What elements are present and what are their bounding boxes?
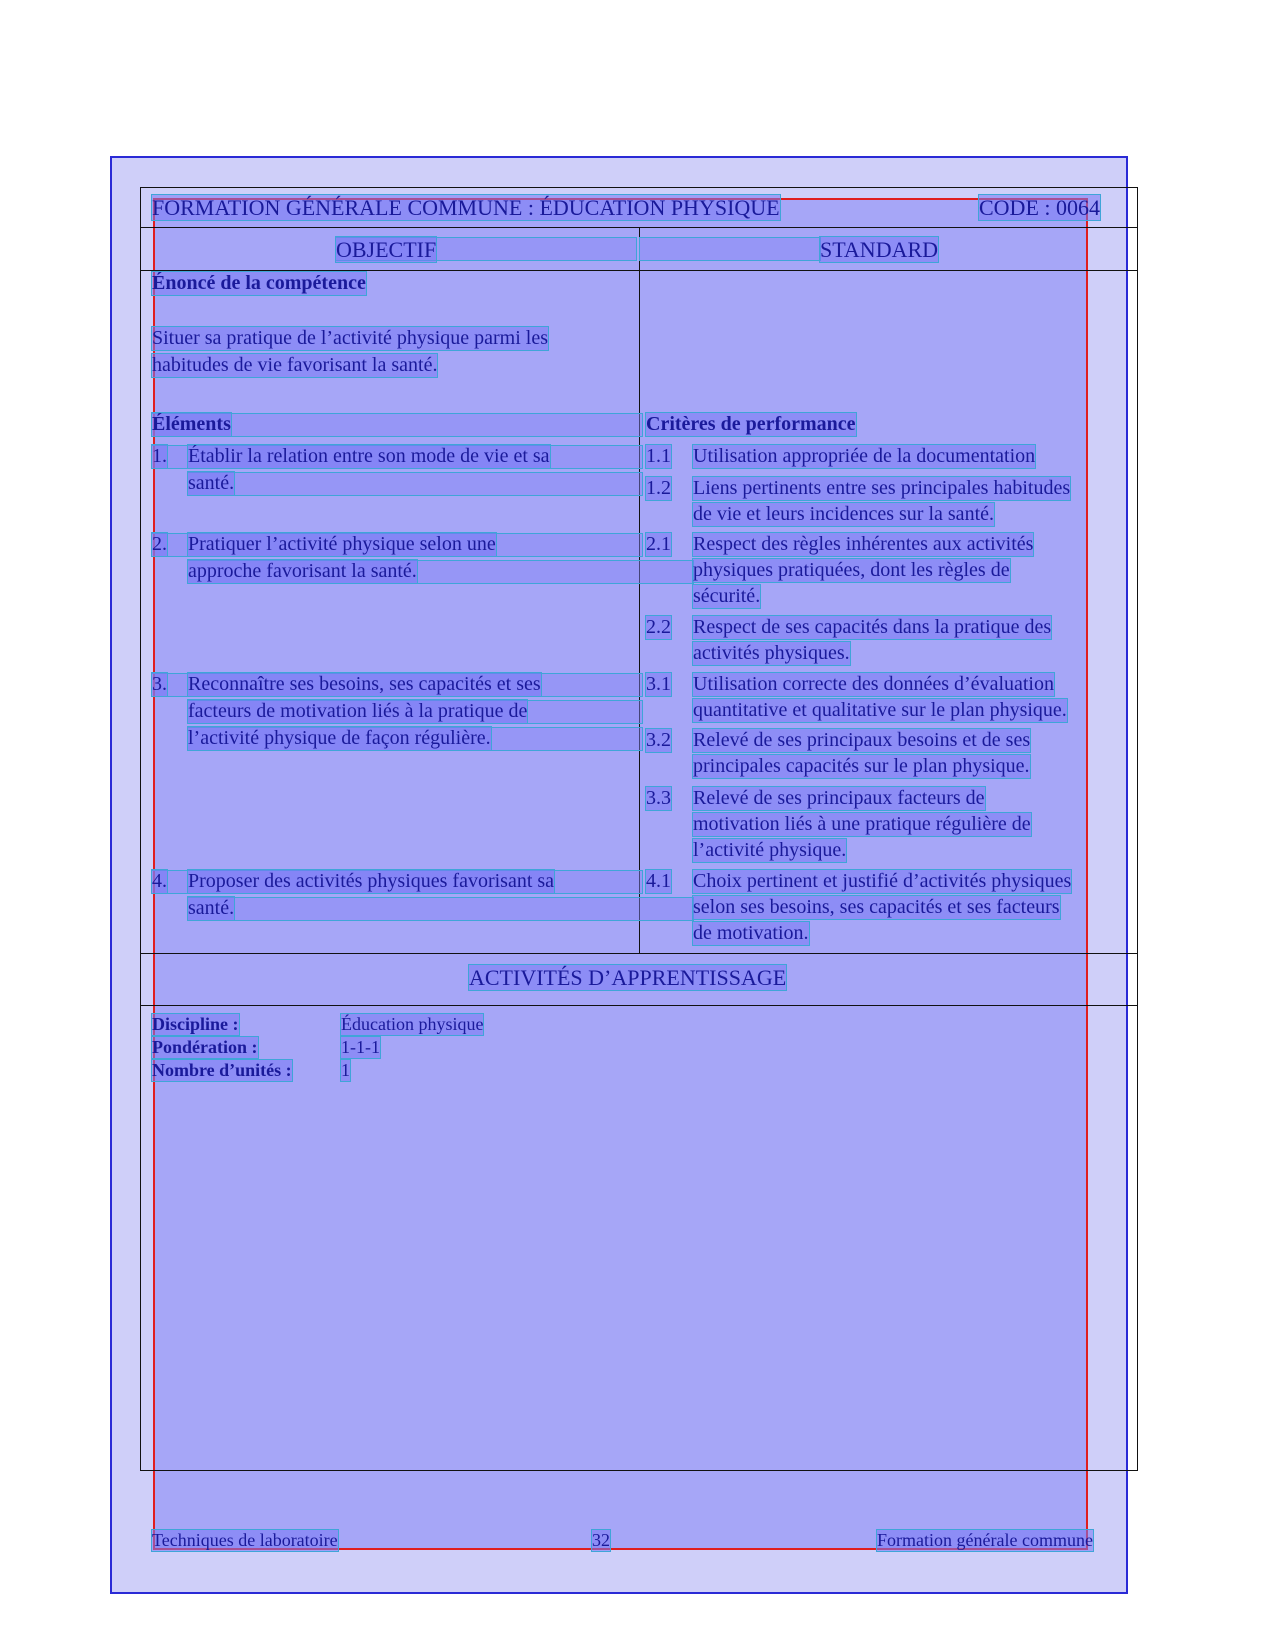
criterion-text: Respect de ses capacités dans la pratique des xyxy=(693,616,1052,638)
divider xyxy=(140,1005,1138,1006)
criterion-number: 2.1 xyxy=(646,533,671,555)
discipline-value: Éducation physique xyxy=(341,1014,484,1034)
page-number: 32 xyxy=(592,1530,610,1550)
criterion-text: Choix pertinent et justifié d’activités physiques xyxy=(693,870,1072,892)
criterion-number: 1.2 xyxy=(646,477,671,499)
divider xyxy=(140,953,1138,954)
criterion-text: Liens pertinents entre ses principales habitudes xyxy=(693,477,1071,499)
criterion-text: sécurité. xyxy=(693,585,761,607)
element-text: santé. xyxy=(188,472,235,494)
elements-heading: Éléments xyxy=(152,413,231,435)
element-text: approche favorisant la santé. xyxy=(188,560,417,582)
row-band xyxy=(640,238,820,260)
element-number: 4. xyxy=(152,870,167,892)
ponderation-value: 1-1-1 xyxy=(341,1037,380,1057)
document-code: CODE : 0064 xyxy=(979,195,1100,220)
criterion-number: 1.1 xyxy=(646,445,671,467)
criterion-text: Relevé de ses principaux facteurs de xyxy=(693,787,985,809)
element-text: Pratiquer l’activité physique selon une xyxy=(188,533,496,555)
footer-program: Techniques de laboratoire xyxy=(152,1530,338,1550)
criterion-text: quantitative et qualitative sur le plan physique. xyxy=(693,699,1067,721)
footer-section: Formation générale commune xyxy=(877,1530,1093,1550)
criteria-heading: Critères de performance xyxy=(646,413,856,435)
element-text: santé. xyxy=(188,897,235,919)
element-text: Proposer des activités physiques favorisant sa xyxy=(188,870,555,892)
competence-text: Situer sa pratique de l’activité physique parmi les xyxy=(152,327,548,349)
criterion-text: selon ses besoins, ses capacités et ses facteurs xyxy=(693,896,1060,918)
criterion-text: principales capacités sur le plan physique. xyxy=(693,755,1030,777)
competence-heading: Énoncé de la compétence xyxy=(152,272,366,294)
element-text: facteurs de motivation liés à la pratique de xyxy=(188,700,528,722)
criterion-number: 3.1 xyxy=(646,673,671,695)
element-text: Établir la relation entre son mode de vie et sa xyxy=(188,445,550,467)
row-band xyxy=(188,473,642,495)
competence-text: habitudes de vie favorisant la santé. xyxy=(152,354,438,376)
criterion-text: physiques pratiquées, dont les règles de xyxy=(693,559,1010,581)
element-text: l’activité physique de façon régulière. xyxy=(188,727,491,749)
criterion-text: de motivation. xyxy=(693,922,809,944)
criterion-number: 3.3 xyxy=(646,787,671,809)
units-label: Nombre d’unités : xyxy=(152,1060,292,1080)
criterion-text: Relevé de ses principaux besoins et de ses xyxy=(693,729,1031,751)
criterion-number: 4.1 xyxy=(646,870,671,892)
row-band xyxy=(188,898,693,920)
criterion-text: Utilisation appropriée de la documentation xyxy=(693,445,1036,467)
element-number: 1. xyxy=(152,445,167,467)
ponderation-label: Pondération : xyxy=(152,1037,258,1057)
criterion-text: Respect des règles inhérentes aux activités xyxy=(693,533,1034,555)
criterion-number: 3.2 xyxy=(646,729,671,751)
activities-heading: ACTIVITÉS D’APPRENTISSAGE xyxy=(469,965,787,990)
column-heading-standard: STANDARD xyxy=(820,237,939,262)
document-title: FORMATION GÉNÉRALE COMMUNE : ÉDUCATION PHYSIQUE xyxy=(152,195,780,220)
discipline-label: Discipline : xyxy=(152,1014,239,1034)
criterion-text: l’activité physique. xyxy=(693,839,847,861)
element-number: 3. xyxy=(152,673,167,695)
units-value: 1 xyxy=(341,1060,350,1080)
element-number: 2. xyxy=(152,533,167,555)
criterion-text: motivation liés à une pratique régulière de xyxy=(693,813,1031,835)
column-divider xyxy=(639,227,640,953)
criterion-number: 2.2 xyxy=(646,616,671,638)
criterion-text: de vie et leurs incidences sur la santé. xyxy=(693,503,994,525)
criterion-text: activités physiques. xyxy=(693,642,850,664)
element-text: Reconnaître ses besoins, ses capacités et ses xyxy=(188,673,541,695)
criterion-text: Utilisation correcte des données d’évaluation xyxy=(693,673,1054,695)
column-heading-objectif: OBJECTIF xyxy=(336,237,437,262)
